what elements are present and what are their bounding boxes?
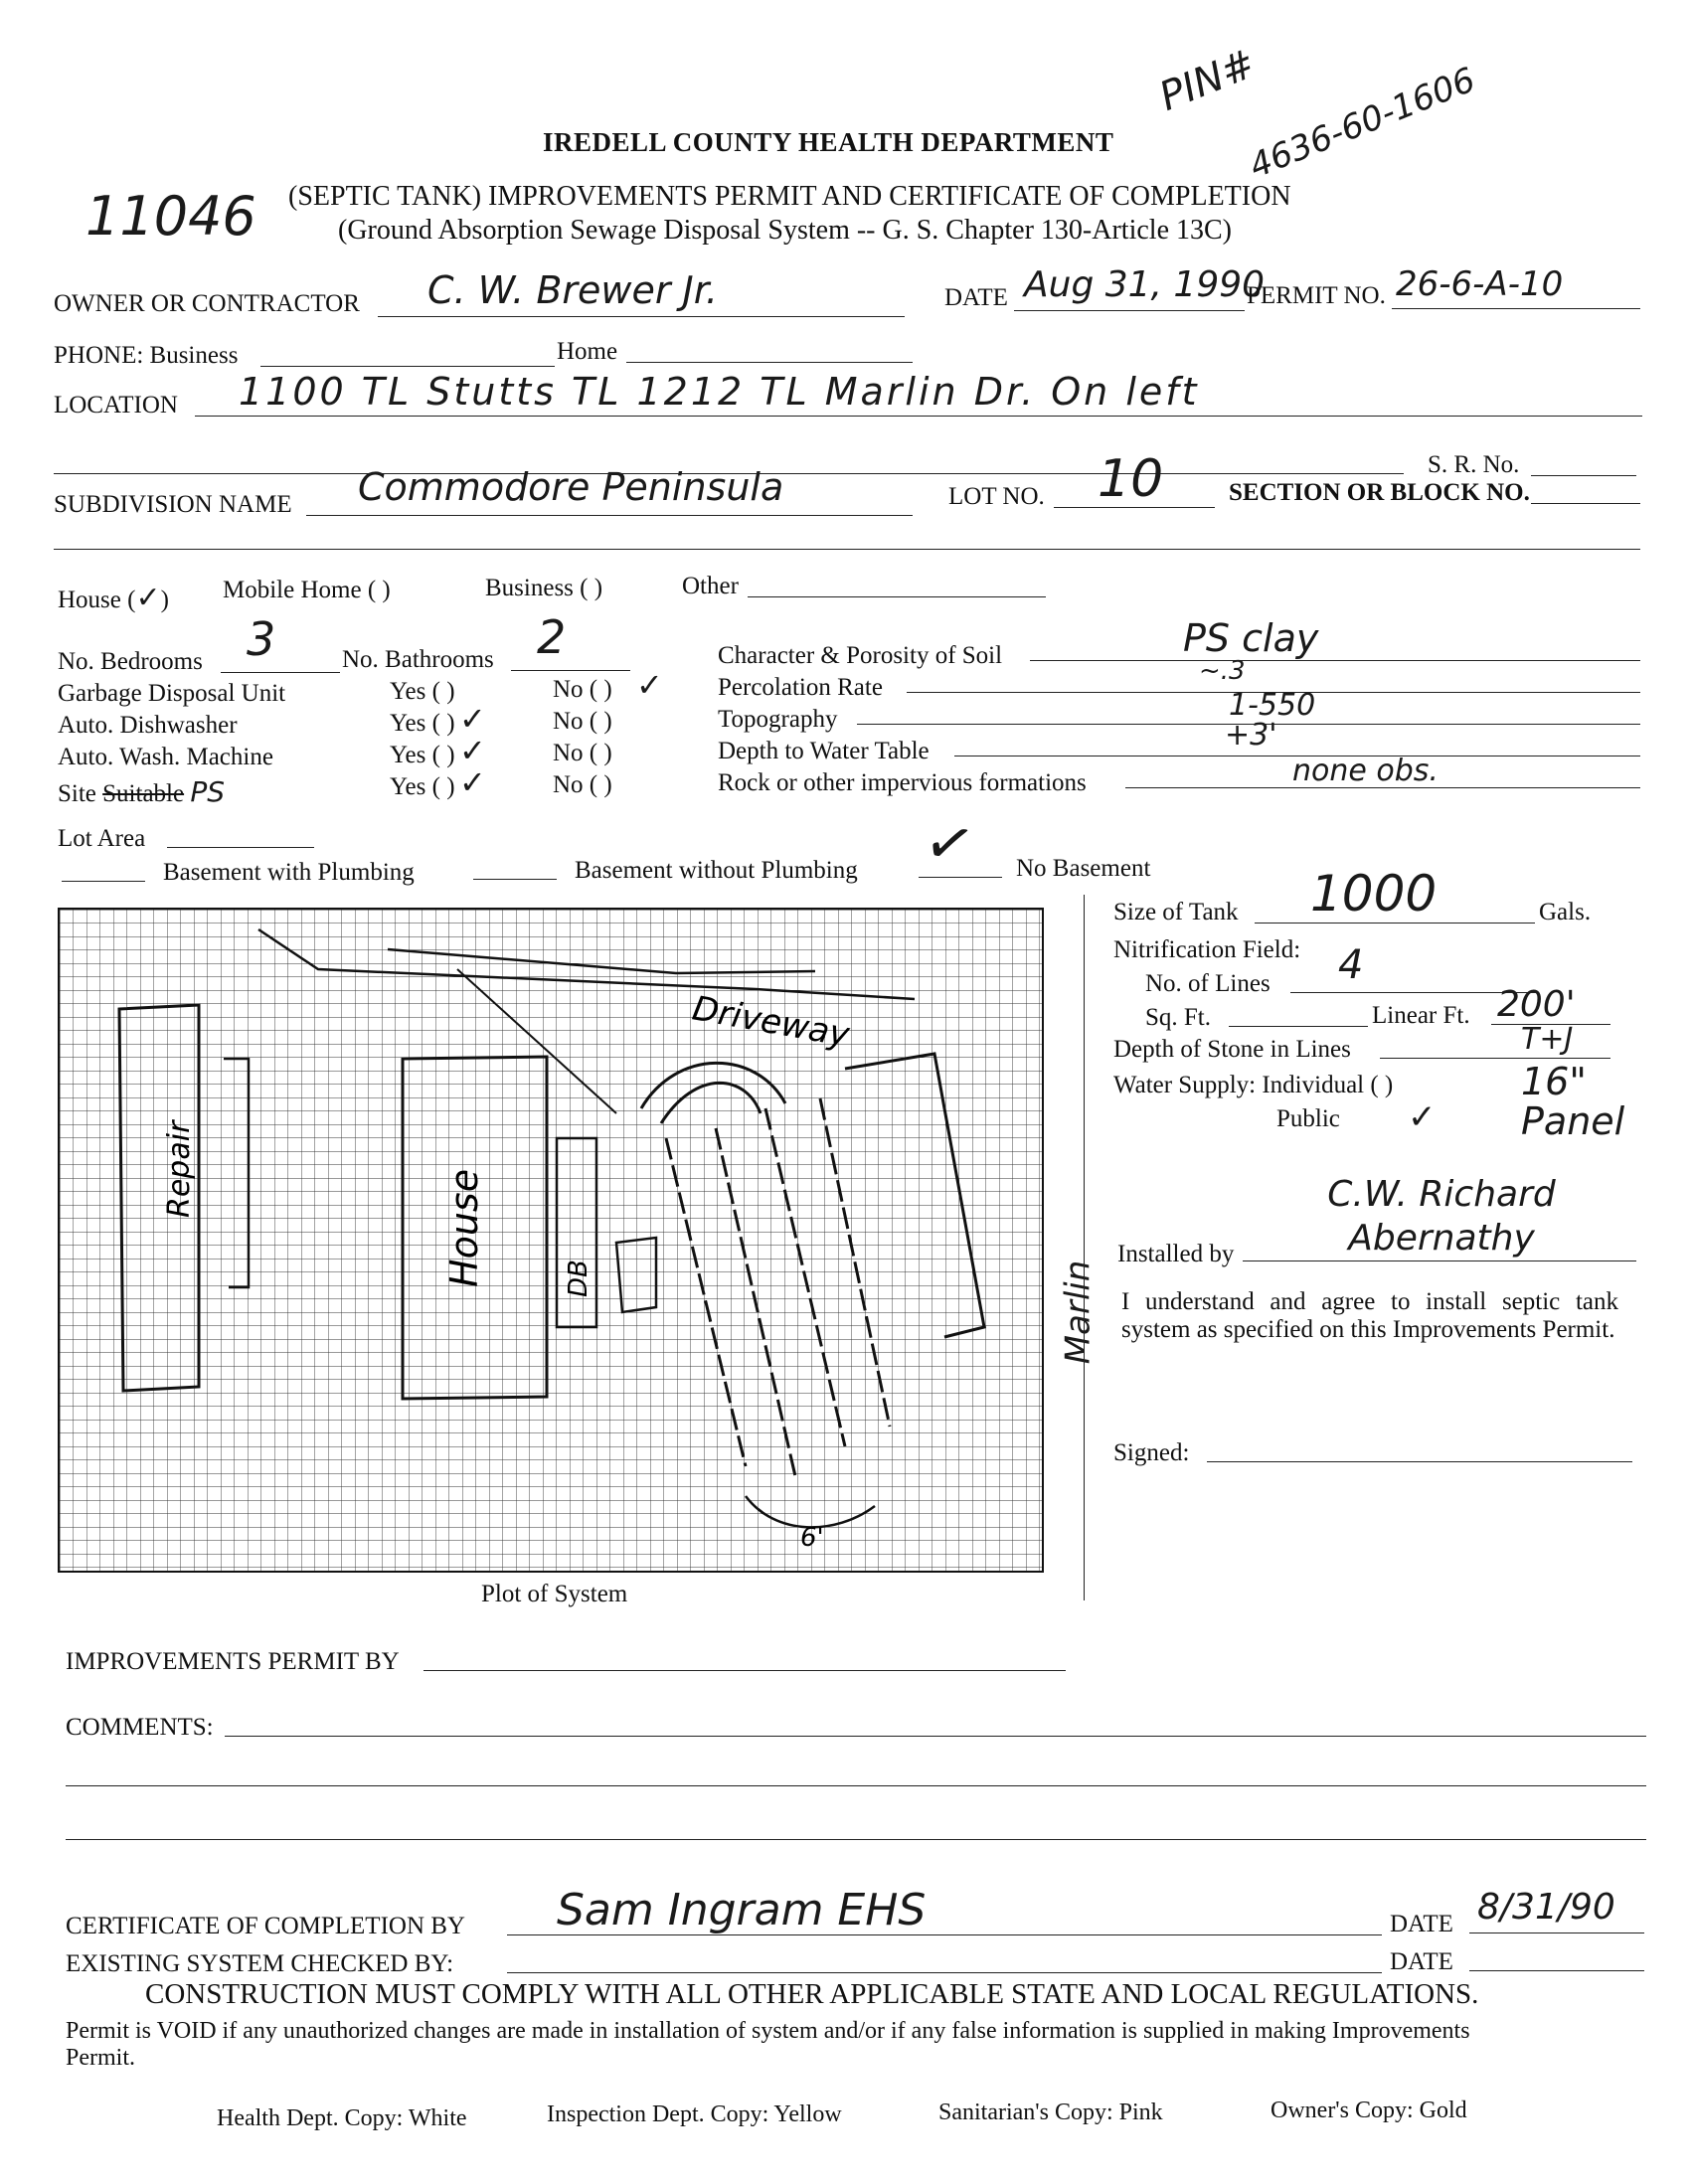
- site-struck: Suitable: [102, 780, 185, 807]
- dishwasher-label: Auto. Dishwasher: [58, 712, 238, 739]
- basement-with-label[interactable]: Basement with Plumbing: [163, 859, 415, 886]
- mobile-home-option[interactable]: Mobile Home ( ): [223, 577, 391, 603]
- lines-label: No. of Lines: [1145, 970, 1270, 997]
- sr-no-line: [1531, 475, 1636, 476]
- basement-without-line: [473, 879, 557, 880]
- cert-value: Sam Ingram EHS: [557, 1885, 927, 1935]
- copy-health: Health Dept. Copy: White: [217, 2105, 467, 2131]
- washer-no[interactable]: No ( ): [553, 740, 612, 766]
- perc-value: 1-550: [1229, 688, 1316, 723]
- owner-line: [378, 316, 905, 317]
- vertical-divider: [1084, 895, 1085, 1600]
- divider-line: [54, 549, 1640, 550]
- rock-label: Rock or other impervious formations: [718, 769, 1087, 796]
- subdivision-label: SUBDIVISION NAME: [54, 491, 292, 518]
- field-label: Nitrification Field:: [1113, 936, 1301, 963]
- linear-label: Linear Ft.: [1372, 1002, 1470, 1029]
- site-row: [58, 775, 225, 808]
- cert-label: CERTIFICATE OF COMPLETION BY: [66, 1913, 465, 1939]
- bathrooms-line: [511, 670, 630, 671]
- comments-label: COMMENTS:: [66, 1714, 214, 1741]
- lot-value: 10: [1098, 449, 1164, 509]
- basement-without-label[interactable]: Basement without Plumbing: [575, 857, 858, 884]
- permit-value: 26-6-A-10: [1396, 264, 1564, 304]
- tank-size-value: 1000: [1310, 865, 1438, 923]
- construction-notice: CONSTRUCTION MUST COMPLY WITH ALL OTHER APPLICABLE STATE AND LOCAL REGULATIONS.: [145, 1978, 1479, 2010]
- sqft-line: [1229, 1026, 1368, 1027]
- installed-label: Installed by: [1117, 1241, 1235, 1267]
- business-option[interactable]: Business ( ): [485, 575, 603, 601]
- date-value: Aug 31, 1990: [1024, 264, 1266, 305]
- bedrooms-value: 3: [247, 612, 276, 666]
- date-line: [1014, 310, 1245, 311]
- copy-inspection: Inspection Dept. Copy: Yellow: [547, 2101, 842, 2127]
- home-phone-line: [626, 362, 913, 363]
- character-line: [1030, 660, 1640, 661]
- dishwasher-yes[interactable]: Yes ( ): [390, 710, 455, 737]
- garbage-no-check-icon: ✓: [636, 666, 663, 704]
- section-line: [1531, 503, 1640, 504]
- dishwasher-no[interactable]: No ( ): [553, 708, 612, 735]
- no-basement-label[interactable]: No Basement: [1016, 855, 1151, 882]
- bathrooms-label: No. Bathrooms: [342, 646, 494, 673]
- water-supply-label[interactable]: Water Supply: Individual ( ): [1113, 1072, 1394, 1098]
- tank-label: DB: [564, 1260, 593, 1297]
- water-table-label: Depth to Water Table: [718, 738, 930, 764]
- water-note: 16" Panel: [1521, 1060, 1625, 1143]
- location-line: [195, 416, 1642, 417]
- site-yes[interactable]: Yes ( ): [390, 773, 455, 800]
- comments-line-3[interactable]: [66, 1839, 1646, 1840]
- installed-line: [1243, 1260, 1636, 1261]
- water-table-value: +3': [1225, 718, 1277, 753]
- business-phone-line: [260, 366, 555, 367]
- marlin-label: Marlin: [1058, 1260, 1099, 1365]
- copy-owner: Owner's Copy: Gold: [1270, 2098, 1467, 2123]
- existing-date-line[interactable]: [1469, 1970, 1644, 1971]
- location-label: LOCATION: [54, 392, 178, 419]
- agreement-text: I understand and agree to install septic tank system as specified on this Improvements Permit.: [1121, 1288, 1618, 1343]
- gals-label: Gals.: [1539, 899, 1592, 925]
- no-basement-check-icon: ✓: [918, 804, 982, 884]
- distance-label: 6': [800, 1523, 824, 1553]
- site-no[interactable]: No ( ): [553, 771, 612, 798]
- void-notice: Permit is VOID if any unauthorized changes are made in installation of system and/or if any false information is supplied in making Improvements Permit.: [66, 2018, 1470, 2071]
- tank-size-line: [1255, 923, 1535, 924]
- lot-area-label: Lot Area: [58, 825, 146, 852]
- linear-value: 200': [1497, 984, 1576, 1025]
- plot-caption: Plot of System: [481, 1581, 628, 1607]
- house-label: House: [442, 1168, 486, 1287]
- owner-value: C. W. Brewer Jr.: [427, 268, 718, 312]
- character-label: Character & Porosity of Soil: [718, 642, 1003, 669]
- cert-date-label: DATE: [1390, 1911, 1453, 1937]
- bedrooms-line: [221, 672, 340, 673]
- section-label: SECTION OR BLOCK NO.: [1229, 479, 1530, 506]
- owner-label: OWNER OR CONTRACTOR: [54, 290, 360, 317]
- house-close: ): [160, 587, 169, 613]
- stone-line: [1380, 1058, 1610, 1059]
- rock-value: none obs.: [1292, 754, 1439, 788]
- stone-label: Depth of Stone in Lines: [1113, 1036, 1351, 1063]
- dishwasher-yes-check-icon: ✓: [459, 700, 486, 738]
- permit-by-label: IMPROVEMENTS PERMIT BY: [66, 1648, 400, 1675]
- permit-label: PERMIT NO.: [1247, 282, 1386, 309]
- pin-label: PIN#: [1153, 41, 1263, 120]
- house-check-icon: ✓: [135, 581, 161, 615]
- washer-yes[interactable]: Yes ( ): [390, 742, 455, 768]
- plot-sketch: [60, 910, 1042, 1571]
- plot-grid: [58, 908, 1044, 1573]
- existing-date-label: DATE: [1390, 1948, 1453, 1975]
- character-value: PS clay: [1183, 616, 1319, 660]
- garbage-no[interactable]: No ( ): [553, 676, 612, 703]
- date-label: DATE: [944, 284, 1008, 311]
- installed-value: C.W. Richard Abernathy: [1327, 1174, 1556, 1259]
- cert-date-value: 8/31/90: [1477, 1887, 1615, 1928]
- repair-label: Repair: [162, 1120, 197, 1218]
- location-value: 1100 TL Stutts TL 1212 TL Marlin Dr. On left: [239, 370, 1200, 414]
- existing-label: EXISTING SYSTEM CHECKED BY:: [66, 1950, 454, 1977]
- subdivision-value: Commodore Peninsula: [358, 465, 784, 509]
- site-label: Site: [58, 780, 96, 807]
- site-yes-check-icon: ✓: [459, 763, 486, 801]
- sr-no-label: S. R. No.: [1428, 451, 1520, 478]
- perc-note: ~.3: [1199, 656, 1246, 686]
- permit-by-line[interactable]: [424, 1670, 1066, 1671]
- phone-label: PHONE: Business: [54, 342, 239, 369]
- lot-area-line: [167, 847, 314, 848]
- cert-date-line[interactable]: [1469, 1932, 1644, 1933]
- topography-label: Topography: [718, 706, 838, 733]
- signed-label: Signed:: [1113, 1439, 1190, 1466]
- department-title: IREDELL COUNTY HEALTH DEPARTMENT: [543, 127, 1114, 157]
- permit-line: [1392, 308, 1640, 309]
- lot-label: LOT NO.: [948, 483, 1045, 510]
- house-label: House (: [58, 587, 136, 613]
- public-check-icon: ✓: [1408, 1097, 1437, 1137]
- site-value: PS: [190, 775, 226, 808]
- perc-label: Percolation Rate: [718, 674, 883, 701]
- other-line: [748, 596, 1046, 597]
- washer-yes-check-icon: ✓: [459, 732, 486, 769]
- file-number: 11046: [85, 185, 256, 248]
- garbage-yes[interactable]: Yes ( ): [390, 678, 455, 705]
- stone-value: T+J: [1521, 1022, 1574, 1057]
- bathrooms-value: 2: [537, 610, 567, 664]
- lines-value: 4: [1338, 942, 1364, 988]
- form-title: (SEPTIC TANK) IMPROVEMENTS PERMIT AND CERTIFICATE OF COMPLETION: [288, 181, 1291, 212]
- pin-value: 4636-60-1606: [1244, 60, 1481, 187]
- copy-sanitarian: Sanitarian's Copy: Pink: [938, 2100, 1163, 2125]
- existing-line[interactable]: [507, 1972, 1382, 1973]
- form-subtitle: (Ground Absorption Sewage Disposal System -- G. S. Chapter 130-Article 13C): [338, 215, 1232, 246]
- other-option[interactable]: Other: [682, 573, 739, 599]
- subdivision-line: [306, 515, 913, 516]
- signed-line[interactable]: [1207, 1461, 1632, 1462]
- comments-line-2[interactable]: [66, 1785, 1646, 1786]
- public-label[interactable]: Public: [1276, 1105, 1340, 1132]
- home-label: Home: [557, 338, 618, 365]
- bedrooms-label: No. Bedrooms: [58, 648, 203, 675]
- driveway-label: Driveway: [689, 988, 853, 1056]
- garbage-label: Garbage Disposal Unit: [58, 680, 286, 707]
- sqft-label: Sq. Ft.: [1145, 1004, 1212, 1031]
- washer-label: Auto. Wash. Machine: [58, 744, 273, 770]
- basement-with-line: [62, 881, 145, 882]
- tank-size-label: Size of Tank: [1113, 899, 1239, 925]
- house-option[interactable]: [58, 581, 169, 615]
- comments-line-1[interactable]: [225, 1736, 1646, 1737]
